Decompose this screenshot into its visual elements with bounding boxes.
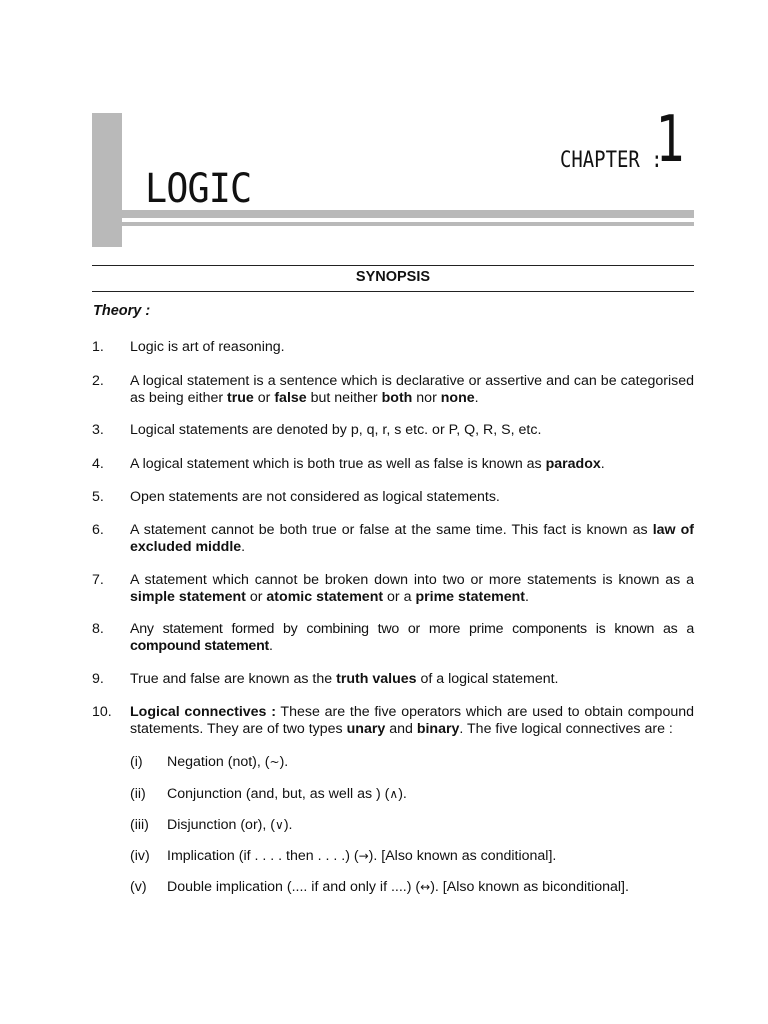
item-number: 1. xyxy=(92,339,104,355)
text-segment: Open statements are not considered as logical statements. xyxy=(130,489,500,505)
text-segment: nor xyxy=(412,389,441,406)
item-text xyxy=(130,339,694,356)
bold-term: both xyxy=(381,389,413,406)
connective-number: (iii) xyxy=(130,817,149,833)
bold-term: simple statement xyxy=(130,588,246,605)
list-item xyxy=(92,572,694,605)
item-number: 4. xyxy=(92,456,104,472)
item-number: 10. xyxy=(92,704,112,720)
item-number: 6. xyxy=(92,522,104,538)
connective-number: (ii) xyxy=(130,786,146,802)
connective-text: Disjunction (or), (∨). xyxy=(167,817,293,833)
connective-text: Conjunction (and, but, as well as ) (∧). xyxy=(167,786,407,802)
text-segment: . xyxy=(600,456,605,472)
header-rule-thin xyxy=(122,222,694,226)
bold-term: none xyxy=(440,389,475,406)
negation-symbol: ~ xyxy=(269,755,280,769)
text-segment: or xyxy=(253,389,275,406)
bold-term: compound statement xyxy=(130,637,269,654)
text-segment: . The five logical connectives are : xyxy=(459,720,673,737)
list-item xyxy=(92,621,694,654)
theory-heading: Theory : xyxy=(93,303,151,319)
connective-item xyxy=(130,754,694,771)
connective-number: (iv) xyxy=(130,848,150,864)
text-segment: True and false are known as the xyxy=(130,671,337,687)
bold-term: false xyxy=(274,389,307,406)
list-item xyxy=(92,522,694,555)
bold-term: law of excluded middle xyxy=(130,522,695,555)
item-text xyxy=(130,456,694,473)
text-segment: A logical statement which is both true as well as false is known as xyxy=(130,456,546,472)
text-segment: and xyxy=(385,720,417,737)
item-text xyxy=(130,621,694,654)
text-segment: . xyxy=(241,538,246,555)
bold-term: truth values xyxy=(336,671,417,687)
connective-item xyxy=(130,786,694,803)
bold-term: unary xyxy=(346,720,386,737)
list-item xyxy=(92,456,694,473)
item-number: 5. xyxy=(92,489,104,505)
item-text xyxy=(130,373,694,406)
text-segment: or xyxy=(245,588,267,605)
chapter-number: 1 xyxy=(656,103,686,177)
text-segment: . xyxy=(268,637,273,654)
bold-term: paradox xyxy=(545,456,601,472)
synopsis-top-rule xyxy=(92,265,694,266)
list-item xyxy=(92,489,694,506)
list-item xyxy=(92,339,694,356)
text-segment: . xyxy=(525,588,529,605)
text-segment: Logic is art of reasoning. xyxy=(130,339,285,355)
bold-term: prime statement xyxy=(415,588,526,605)
text-segment: . xyxy=(474,389,479,406)
text-segment: A statement which cannot be broken down into two or more statements is known as a xyxy=(130,572,694,588)
connective-text: Implication (if . . . . then . . . .) (→). [Also known as conditional]. xyxy=(167,848,557,864)
item-text xyxy=(130,671,694,688)
text-segment: A logical statement is a sentence which is declarative or assertive and can be categorised as being either xyxy=(130,373,694,406)
list-item xyxy=(92,704,694,737)
connective-item xyxy=(130,879,694,896)
text-segment: or a xyxy=(383,588,416,605)
item-number: 8. xyxy=(92,621,104,637)
bold-term: atomic statement xyxy=(266,588,384,605)
chapter-title: LOGIC xyxy=(145,166,252,212)
conjunction-symbol: ∧ xyxy=(389,787,399,801)
item-text xyxy=(130,489,694,506)
item-text xyxy=(130,522,694,555)
text-segment: but neither xyxy=(306,389,382,406)
item-number: 9. xyxy=(92,671,104,687)
synopsis-heading: SYNOPSIS xyxy=(355,269,431,285)
text-segment: A statement cannot be both true or false at the same time. This fact is known as xyxy=(130,522,653,538)
synopsis-bottom-rule xyxy=(92,291,694,292)
item-text xyxy=(130,572,694,605)
text-segment: of a logical statement. xyxy=(416,671,559,687)
connective-text: Double implication (.... if and only if ....) (↔). [Also known as biconditional]. xyxy=(167,879,629,895)
bold-term: binary xyxy=(416,720,460,737)
bold-term: Logical connectives : xyxy=(130,704,276,720)
biconditional-arrow-icon: ↔ xyxy=(420,880,431,894)
bold-term: true xyxy=(227,389,254,406)
chapter-label: CHAPTER : xyxy=(560,148,663,173)
connective-item xyxy=(130,817,694,834)
connective-number: (v) xyxy=(130,879,147,895)
disjunction-symbol: ∨ xyxy=(275,818,284,832)
text-segment: Any statement formed by combining two or more prime components is known as a xyxy=(130,621,694,637)
connective-text: Negation (not), (~). xyxy=(167,754,289,770)
text-segment: These are the five operators which are used to obtain compound statements. They are of two types xyxy=(130,704,694,737)
item-number: 7. xyxy=(92,572,104,588)
list-item xyxy=(92,422,694,439)
connective-item xyxy=(130,848,694,865)
chapter-side-bar xyxy=(92,113,122,247)
connective-number: (i) xyxy=(130,754,143,770)
item-number: 2. xyxy=(92,373,104,389)
text-segment: Logical statements are denoted by p, q, r, s etc. or P, Q, R, S, etc. xyxy=(130,422,542,438)
implication-arrow-icon: → xyxy=(358,849,369,863)
list-item xyxy=(92,373,694,406)
item-text xyxy=(130,422,694,439)
item-number: 3. xyxy=(92,422,104,438)
list-item xyxy=(92,671,694,688)
item-text xyxy=(130,704,694,737)
